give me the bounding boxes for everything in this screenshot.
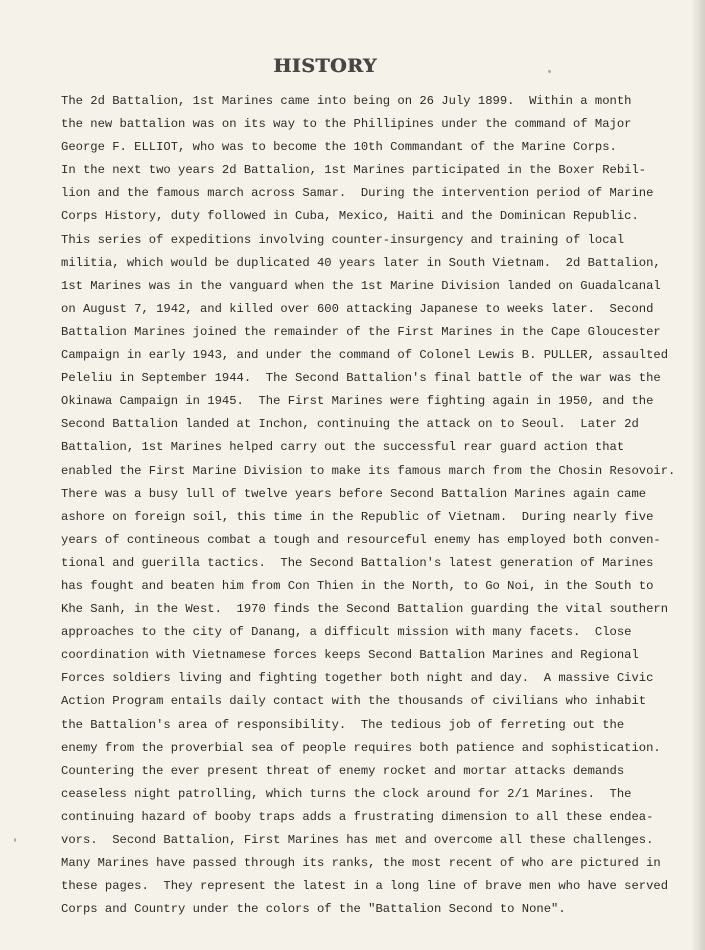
text-line: Campaign in early 1943, and under the command of Colonel Lewis B. PULLER, assaulted: [61, 348, 669, 363]
text-line: Corps and Country under the colors of the "Battalion Second to None".: [61, 902, 566, 917]
text-line: Many Marines have passed through its ranks, the most recent of who are pictured in: [61, 856, 661, 871]
history-text: [61, 90, 701, 921]
text-line: militia, which would be duplicated 40 years later in South Vietnam. 2d Battalion,: [61, 255, 661, 270]
text-line: Corps History, duty followed in Cuba, Mexico, Haiti and the Dominican Republic.: [61, 209, 639, 224]
text-line: Battalion, 1st Marines helped carry out the successful rear guard action that: [61, 440, 625, 455]
text-line: Forces soldiers living and fighting together both night and day. A massive Civic: [61, 671, 654, 686]
text-line: the new battalion was on its way to the Phillipines under the command of Major: [61, 117, 632, 132]
text-line: Khe Sanh, in the West. 1970 finds the Second Battalion guarding the vital southern: [61, 602, 669, 617]
text-line: Countering the ever present threat of enemy rocket and mortar attacks demands: [61, 763, 625, 778]
text-line: enabled the First Marine Division to make its famous march from the Chosin Resovoir.: [61, 463, 676, 478]
text-line: In the next two years 2d Battalion, 1st Marines participated in the Boxer Rebil-: [61, 163, 647, 178]
text-line: George F. ELLIOT, who was to become the 10th Commandant of the Marine Corps.: [61, 140, 617, 155]
text-line: There was a busy lull of twelve years before Second Battalion Marines again came: [61, 486, 647, 501]
text-line: Okinawa Campaign in 1945. The First Marines were fighting again in 1950, and the: [61, 394, 654, 409]
paper-speck: [14, 838, 16, 842]
text-line: has fought and beaten him from Con Thien in the North, to Go Noi, in the South to: [61, 578, 654, 593]
text-line: Peleliu in September 1944. The Second Battalion's final battle of the war was the: [61, 371, 661, 386]
text-line: lion and the famous march across Samar. During the intervention period of Marine: [61, 186, 654, 201]
text-line: approaches to the city of Danang, a difficult mission with many facets. Close: [61, 625, 632, 640]
text-line: on August 7, 1942, and killed over 600 attacking Japanese to weeks later. Second: [61, 301, 654, 316]
page-title: HISTORY: [273, 54, 377, 77]
text-line: Second Battalion landed at Inchon, continuing the attack on to Seoul. Later 2d: [61, 417, 639, 432]
text-line: vors. Second Battalion, First Marines has met and overcome all these challenges.: [61, 833, 654, 847]
text-line: 1st Marines was in the vanguard when the 1st Marine Division landed on Guadalcanal: [61, 278, 661, 293]
text-line: Action Program entails daily contact with the thousands of civilians who inhabit: [61, 694, 647, 709]
text-line: enemy from the proverbial sea of people requires both patience and sophistication.: [61, 740, 661, 755]
text-line: ashore on foreign soil, this time in the Republic of Vietnam. During nearly five: [61, 509, 654, 524]
text-line: the Battalion's area of responsibility. The tedious job of ferreting out the: [61, 717, 625, 732]
text-line: This series of expeditions involving counter-insurgency and training of local: [61, 232, 625, 247]
text-line: tional and guerilla tactics. The Second Battalion's latest generation of Marines: [61, 555, 654, 570]
text-line: ceaseless night patrolling, which turns the clock around for 2/1 Marines. The: [61, 786, 632, 801]
text-line: these pages. They represent the latest in a long line of brave men who have served: [61, 879, 669, 894]
text-line: The 2d Battalion, 1st Marines came into being on 26 July 1899. Within a month: [61, 94, 632, 108]
text-line: Battalion Marines joined the remainder of the First Marines in the Cape Gloucester: [61, 324, 661, 339]
text-line: years of contineous combat a tough and resourceful enemy has employed both conven-: [61, 532, 661, 547]
text-line: continuing hazard of booby traps adds a frustrating dimension to all these endea-: [61, 809, 654, 824]
text-line: coordination with Vietnamese forces keeps Second Battalion Marines and Regional: [61, 648, 639, 663]
